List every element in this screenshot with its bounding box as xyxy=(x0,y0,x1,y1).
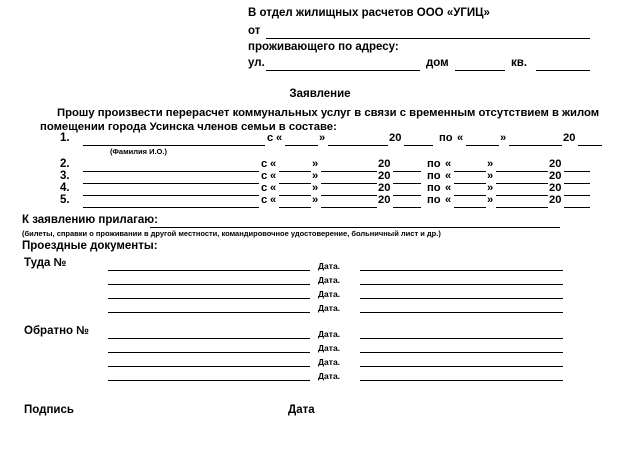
header-apartment-blank[interactable] xyxy=(536,70,590,71)
member-day-blank[interactable] xyxy=(279,171,311,172)
member-year-blank[interactable] xyxy=(404,145,433,146)
member-month-blank[interactable] xyxy=(496,195,548,196)
return-number-blank[interactable] xyxy=(108,366,310,367)
member-year-blank[interactable] xyxy=(393,195,421,196)
member-day-blank[interactable] xyxy=(454,207,486,208)
date-label: Дата. xyxy=(318,329,341,339)
member-from-word: с xyxy=(261,158,268,170)
member-month-blank[interactable] xyxy=(496,207,548,208)
date-label: Дата. xyxy=(318,261,341,271)
attachments-blank[interactable] xyxy=(150,227,560,228)
member-day-blank[interactable] xyxy=(279,183,311,184)
member-day-blank[interactable] xyxy=(454,183,486,184)
quote-close-icon: » xyxy=(312,158,319,170)
member-name-blank[interactable] xyxy=(83,207,259,208)
member-to-word: по xyxy=(427,158,441,170)
member-day-blank[interactable] xyxy=(285,145,318,146)
outbound-date-blank[interactable] xyxy=(360,270,563,271)
member-row-number: 4. xyxy=(60,182,70,194)
quote-open-icon: « xyxy=(445,194,452,206)
body-paragraph-line-1: Прошу произвести перерасчет коммунальных услуг в связи с временным отсутствием в жилом xyxy=(57,107,600,119)
quote-close-icon: » xyxy=(312,170,319,182)
quote-close-icon: » xyxy=(312,194,319,206)
header-apartment-label: кв. xyxy=(511,57,528,69)
member-row-number: 3. xyxy=(60,170,70,182)
attachments-note: (билеты, справки о проживании в другой местности, командировочное удостоверение, больничный лист и др.) xyxy=(22,229,441,238)
member-month-blank[interactable] xyxy=(496,183,548,184)
date-label: Дата. xyxy=(318,343,341,353)
member-year-prefix: 20 xyxy=(549,194,562,206)
member-name-blank[interactable] xyxy=(83,183,259,184)
member-year-prefix: 20 xyxy=(549,182,562,194)
member-from-word: с xyxy=(261,194,268,206)
member-year-blank[interactable] xyxy=(393,183,421,184)
quote-close-icon: » xyxy=(487,182,494,194)
member-name-hint: (Фамилия И.О.) xyxy=(110,147,167,156)
member-year-blank[interactable] xyxy=(564,195,590,196)
member-to-word: по xyxy=(427,182,441,194)
quote-open-icon: « xyxy=(270,170,277,182)
member-year-prefix: 20 xyxy=(549,170,562,182)
member-row-number: 1. xyxy=(60,132,70,144)
outbound-label: Туда № xyxy=(24,257,67,269)
member-from-word: с xyxy=(267,132,274,144)
member-row-number: 5. xyxy=(60,194,70,206)
header-from-blank[interactable] xyxy=(266,38,590,39)
member-year-prefix: 20 xyxy=(378,170,391,182)
attachments-label: К заявлению прилагаю: xyxy=(22,214,158,226)
member-month-blank[interactable] xyxy=(321,183,377,184)
outbound-date-blank[interactable] xyxy=(360,284,563,285)
member-year-blank[interactable] xyxy=(564,207,590,208)
return-number-blank[interactable] xyxy=(108,380,310,381)
header-addressee-line: В отдел жилищных расчетов ООО «УГИЦ» xyxy=(248,7,490,19)
outbound-date-blank[interactable] xyxy=(360,298,563,299)
member-year-prefix: 20 xyxy=(389,132,402,144)
member-to-word: по xyxy=(439,132,453,144)
member-from-word: с xyxy=(261,170,268,182)
quote-open-icon: « xyxy=(270,182,277,194)
header-residing-at-label: проживающего по адресу: xyxy=(248,41,399,53)
member-year-blank[interactable] xyxy=(564,183,590,184)
quote-open-icon: « xyxy=(457,132,464,144)
quote-close-icon: » xyxy=(500,132,507,144)
member-year-prefix: 20 xyxy=(549,158,562,170)
member-day-blank[interactable] xyxy=(279,195,311,196)
return-date-blank[interactable] xyxy=(360,338,563,339)
member-year-blank[interactable] xyxy=(393,207,421,208)
outbound-number-blank[interactable] xyxy=(108,312,310,313)
quote-open-icon: « xyxy=(445,170,452,182)
quote-close-icon: » xyxy=(487,170,494,182)
date-label: Дата. xyxy=(318,371,341,381)
member-month-blank[interactable] xyxy=(509,145,562,146)
outbound-number-blank[interactable] xyxy=(108,298,310,299)
member-day-blank[interactable] xyxy=(454,195,486,196)
member-day-blank[interactable] xyxy=(454,171,486,172)
member-to-word: по xyxy=(427,194,441,206)
return-date-blank[interactable] xyxy=(360,366,563,367)
member-from-word: с xyxy=(261,182,268,194)
date-label: Дата. xyxy=(318,357,341,367)
header-street-blank[interactable] xyxy=(266,70,420,71)
signature-label: Подпись xyxy=(24,404,74,416)
member-day-blank[interactable] xyxy=(279,207,311,208)
header-street-label: ул. xyxy=(248,57,265,69)
member-to-word: по xyxy=(427,170,441,182)
quote-open-icon: « xyxy=(270,158,277,170)
member-row-number: 2. xyxy=(60,158,70,170)
member-year-prefix: 20 xyxy=(378,194,391,206)
outbound-date-blank[interactable] xyxy=(360,312,563,313)
header-house-blank[interactable] xyxy=(455,70,505,71)
member-year-blank[interactable] xyxy=(393,171,421,172)
quote-open-icon: « xyxy=(445,182,452,194)
travel-documents-label: Проездные документы: xyxy=(22,240,158,252)
quote-close-icon: » xyxy=(487,158,494,170)
header-house-label: дом xyxy=(426,57,449,69)
date-label: Дата. xyxy=(318,303,341,313)
member-month-blank[interactable] xyxy=(321,207,377,208)
member-month-blank[interactable] xyxy=(321,195,377,196)
header-from-label: от xyxy=(248,25,261,37)
member-month-blank[interactable] xyxy=(496,171,548,172)
member-month-blank[interactable] xyxy=(321,171,377,172)
outbound-number-blank[interactable] xyxy=(108,284,310,285)
member-year-prefix: 20 xyxy=(378,182,391,194)
return-date-blank[interactable] xyxy=(360,352,563,353)
member-year-prefix: 20 xyxy=(563,132,576,144)
quote-open-icon: « xyxy=(445,158,452,170)
date-label: Дата. xyxy=(318,275,341,285)
return-number-blank[interactable] xyxy=(108,352,310,353)
member-name-blank[interactable] xyxy=(83,195,259,196)
member-day-blank[interactable] xyxy=(466,145,499,146)
page-title: Заявление xyxy=(289,88,351,100)
member-year-blank[interactable] xyxy=(578,145,602,146)
return-label: Обратно № xyxy=(24,325,90,337)
member-year-prefix: 20 xyxy=(378,158,391,170)
footer-date-label: Дата xyxy=(288,404,315,416)
quote-open-icon: « xyxy=(270,194,277,206)
member-year-blank[interactable] xyxy=(564,171,590,172)
return-number-blank[interactable] xyxy=(108,338,310,339)
member-month-blank[interactable] xyxy=(328,145,388,146)
member-name-blank[interactable] xyxy=(83,171,259,172)
body-paragraph-line-2: помещении города Усинска членов семьи в составе: xyxy=(40,121,337,133)
quote-close-icon: » xyxy=(312,182,319,194)
date-label: Дата. xyxy=(318,289,341,299)
quote-close-icon: » xyxy=(319,132,326,144)
outbound-number-blank[interactable] xyxy=(108,270,310,271)
quote-close-icon: » xyxy=(487,194,494,206)
quote-open-icon: « xyxy=(276,132,283,144)
return-date-blank[interactable] xyxy=(360,380,563,381)
member-name-blank[interactable] xyxy=(83,145,265,146)
